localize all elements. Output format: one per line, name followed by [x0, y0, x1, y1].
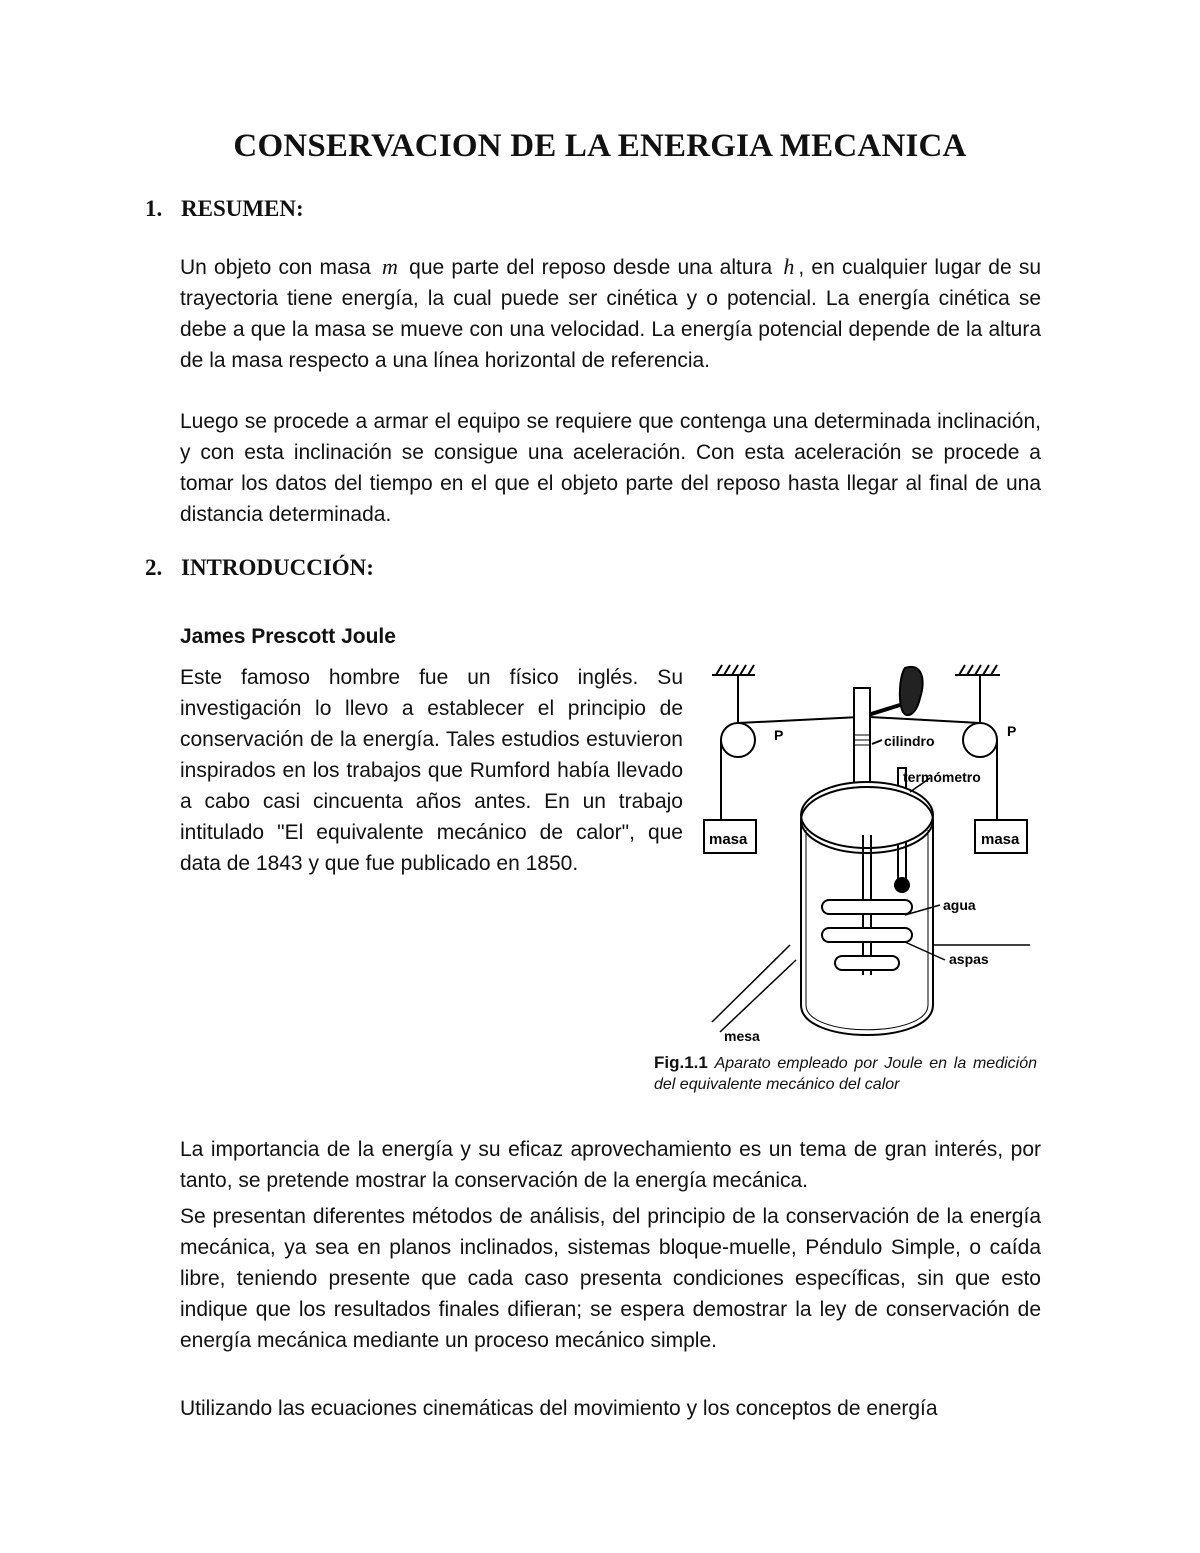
section-title: INTRODUCCIÓN: [181, 555, 374, 580]
pulley-left [721, 723, 755, 757]
label-pulley-left: P [774, 727, 784, 743]
subheading-joule: James Prescott Joule [180, 625, 396, 648]
paddle-blade [822, 900, 912, 914]
label-pulley-right: P [1007, 723, 1017, 739]
label-cylinder: cilindro [884, 733, 935, 749]
resumen-paragraph-1 [180, 251, 1041, 376]
figure-caption [654, 1052, 1037, 1095]
text-run: , en cualquier lugar de su trayectoria tiene energía, la cual puede ser cinética y o potencial. La energía cinética se debe a que la masa se mueve con una velocidad. La energía potencial depende de la altura de la masa respecto a una línea horizontal de referencia. [180, 256, 1041, 372]
intro-paragraph-3: Se presentan diferentes métodos de análisis, del principio de la conservación de la energía mecánica, ya sea en planos inclinados, sistemas bloque-muelle, Péndulo Simple, o caída libre, teniendo presente que cada caso presenta condiciones específicas, sin que esto indique que los resultados finales difieran; se espera demostrar la ley de conservación de energía mecánica mediante un proceso mecánico simple. [180, 1205, 1041, 1352]
label-mass-left: masa [709, 831, 748, 848]
label-blades: aspas [949, 951, 989, 967]
document-title: CONSERVACION DE LA ENERGIA MECANICA [233, 128, 967, 164]
caption-text: Aparato empleado por Joule en la medición del equivalente mecánico del calor [654, 1055, 1038, 1093]
variable-h: h [783, 254, 795, 279]
vessel-bottom [801, 1005, 933, 1035]
paddle-blade [835, 956, 899, 970]
paddle-blade [822, 928, 912, 942]
label-thermometer: termómetro [903, 769, 981, 785]
section-title: RESUMEN: [181, 196, 304, 221]
text-run: Un objeto con masa [180, 256, 371, 279]
label-mass-right: masa [981, 831, 1020, 848]
joule-apparatus-figure [700, 660, 1045, 1045]
section-number: 2. [145, 555, 163, 580]
section-heading-introduccion [145, 555, 374, 581]
section-number: 1. [145, 196, 163, 221]
caption-label: Fig.1.1 [654, 1053, 708, 1072]
text-run: que parte del reposo desde una altura [409, 256, 773, 279]
resumen-paragraph-2: Luego se procede a armar el equipo se requiere que contenga una determinada inclinación, y con esta inclinación se consigue una aceleración. Con esta aceleración se procede a tomar los datos del tiempo en el que el objeto parte del reposo hasta llegar al final de una distancia determinada. [180, 410, 1041, 526]
intro-paragraph-4: Utilizando las ecuaciones cinemáticas del movimiento y los conceptos de energía [180, 1397, 938, 1420]
vessel-lid [801, 782, 933, 848]
label-table: mesa [724, 1028, 760, 1044]
label-water: agua [943, 897, 976, 913]
variable-m: m [382, 254, 398, 279]
crank-handle [900, 667, 923, 715]
joule-apparatus-diagram [700, 660, 1045, 1045]
intro-paragraph-2: La importancia de la energía y su eficaz aprovechamiento es un tema de gran interés, por tanto, se pretende mostrar la conservación de la energía mecánica. [180, 1138, 1041, 1192]
pulley-right [963, 723, 997, 757]
joule-paragraph: Este famoso hombre fue un físico inglés. Su investigación lo llevo a establecer el principio de conservación de la energía. Tales estudios estuvieron inspirados en los trabajos que Rumford había llevado a cabo casi cincuenta años antes. En un trabajo intitulado "El equivalente mecánico de calor", que data de 1843 y que fue publicado en 1850. [180, 666, 683, 875]
section-heading-resumen [145, 196, 304, 222]
